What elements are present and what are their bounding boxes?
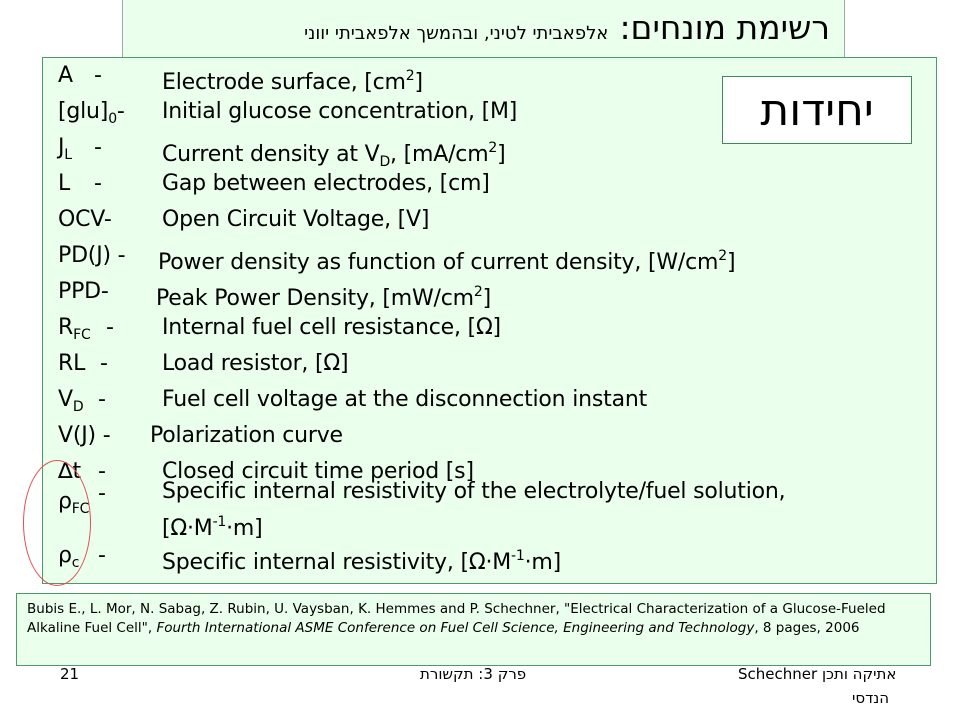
term-symbol: $\rho_c$ bbox=[58, 543, 80, 571]
reference-venue: Fourth International ASME Conference on Fuel Cell Science, Engineering and Technology bbox=[156, 620, 755, 636]
term-dash: - bbox=[94, 135, 102, 160]
reference-box bbox=[16, 593, 931, 666]
term-description: Current density at $V_D$, $[mA/cm^2]$ bbox=[162, 140, 506, 170]
page-title bbox=[304, 8, 830, 47]
highlight-oval bbox=[23, 460, 91, 586]
term-description-cont: $[\Omega\cdot M^{-1}\cdot m]$ bbox=[162, 514, 263, 541]
term-dash: - bbox=[98, 459, 106, 484]
title-box bbox=[122, 0, 845, 60]
term-description: Power density as function of current density, $[W/cm^2]$ bbox=[158, 248, 736, 275]
term-description: Specific internal resistivity, $[\Omega\cdot M^{-1}\cdot m]$ bbox=[162, 548, 562, 575]
term-description: Closed circuit time period [s] bbox=[162, 459, 474, 484]
term-dash: - bbox=[94, 63, 102, 88]
term-dash: - bbox=[100, 351, 108, 376]
title-main: רשימת מונחים: bbox=[619, 8, 830, 47]
term-description: Electrode surface, $[cm^2]$ bbox=[162, 68, 423, 95]
units-label: יחידות bbox=[760, 84, 874, 136]
term-symbol: $R_{FC}$ bbox=[58, 315, 91, 343]
term-symbol: OCV- bbox=[58, 207, 112, 232]
term-dash: - bbox=[106, 315, 114, 340]
page-number: 21 bbox=[60, 665, 80, 683]
term-symbol: $[glu]_0-$ bbox=[58, 99, 125, 127]
units-label-box bbox=[722, 76, 912, 144]
term-symbol: PD(J) - bbox=[58, 243, 126, 268]
title-sub: אלפאביתי לטיני, ובהמשך אלפאביתי יווני bbox=[304, 23, 609, 44]
term-description: Load resistor, [Ω] bbox=[162, 351, 349, 376]
term-symbol: $J_L$ bbox=[58, 135, 72, 163]
term-symbol: PPD- bbox=[58, 279, 109, 304]
term-description: Gap between electrodes, [cm] bbox=[162, 171, 490, 196]
reference-tail: , 8 pages, 2006 bbox=[754, 620, 860, 636]
term-symbol: $V_D$ bbox=[58, 387, 84, 415]
term-dash: - bbox=[98, 481, 106, 506]
term-description: Internal fuel cell resistance, [Ω] bbox=[162, 315, 501, 340]
footer-author: Schechner אתיקה ותכן bbox=[738, 665, 897, 683]
term-description: Polarization curve bbox=[150, 423, 343, 448]
footer-chapter: פרק 3: תקשורת bbox=[420, 665, 527, 683]
term-symbol: L bbox=[58, 171, 71, 196]
footer-engineering: הנדסי bbox=[852, 689, 890, 707]
term-description: Fuel cell voltage at the disconnection instant bbox=[162, 387, 648, 412]
term-symbol: V(J) - bbox=[58, 423, 111, 448]
term-symbol: RL bbox=[58, 351, 86, 376]
term-dash: - bbox=[98, 543, 106, 568]
term-symbol: $\rho_{FC}$ bbox=[58, 489, 90, 517]
term-description: Open Circuit Voltage, [V] bbox=[162, 207, 430, 232]
term-dash: - bbox=[94, 171, 102, 196]
reference-authors: Bubis E., L. Mor, N. Sabag, Z. Rubin, U. Vaysban bbox=[27, 601, 350, 617]
term-symbol: ∆t bbox=[58, 459, 81, 484]
term-dash: - bbox=[98, 387, 106, 412]
term-description: Peak Power Density, $[mW/cm^2]$ bbox=[156, 284, 491, 311]
term-description: Specific internal resistivity of the electrolyte/fuel solution, bbox=[162, 479, 786, 504]
reference-authors-b: , K. Hemmes and P. Schechner, "Electrical Characterization of a Glucose-Fueled Alkaline Fuel Cell", bbox=[27, 601, 886, 636]
term-description: Initial glucose concentration, [M] bbox=[162, 99, 518, 124]
term-symbol: A bbox=[58, 63, 73, 88]
